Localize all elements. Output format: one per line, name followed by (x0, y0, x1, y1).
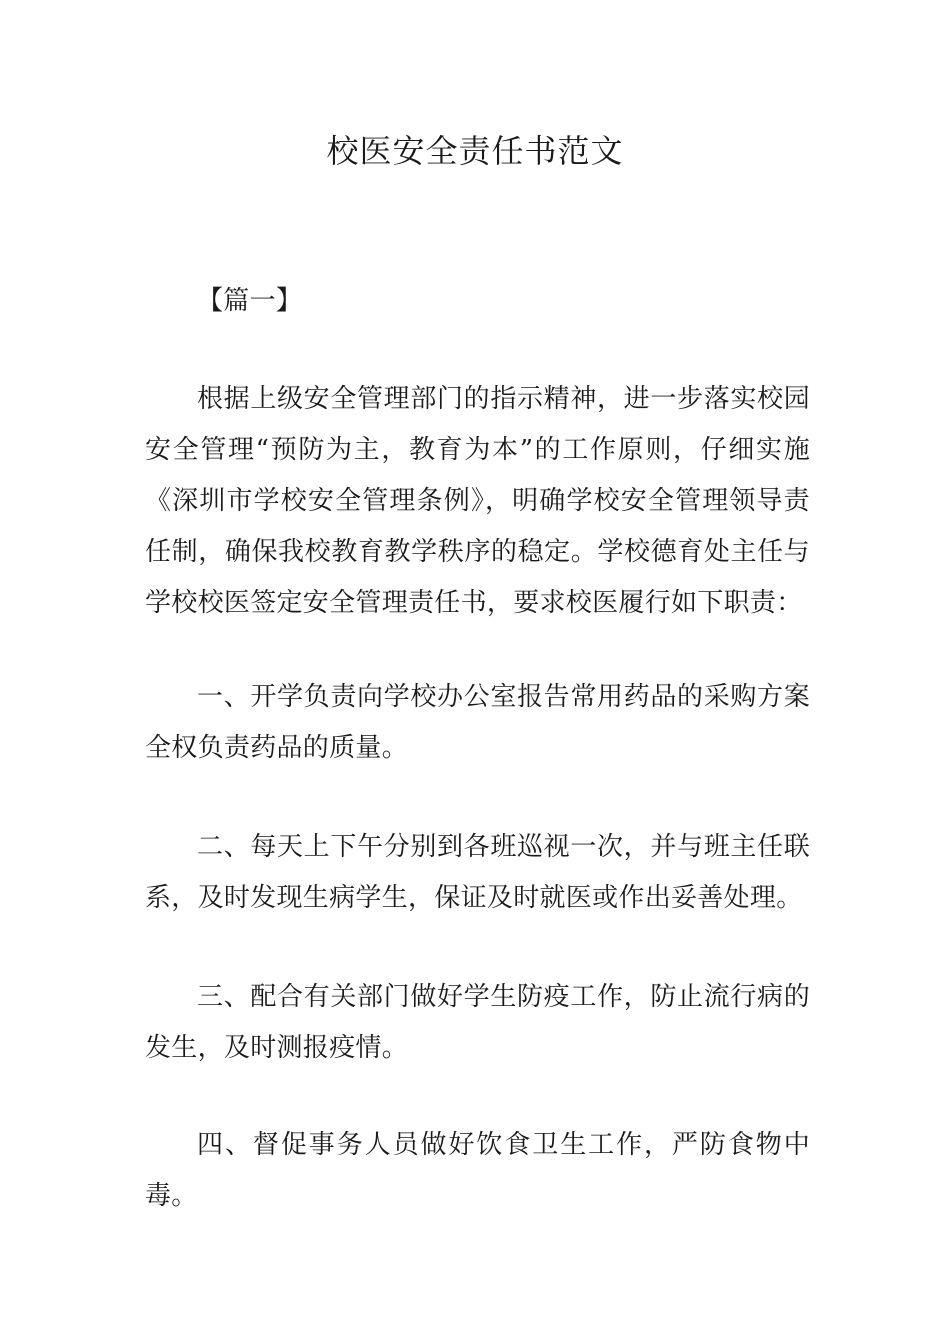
intro-paragraph: 根据上级安全管理部门的指示精神，进一步落实校园安全管理“预防为主，教育为本”的工作原则，仔细实施《深圳市学校安全管理条例》，明确学校安全管理领导责任制，确保我校教育教学秩序的稳定。学校德育处主任与学校校医签定安全管理责任书，要求校医履行如下职责： (145, 384, 810, 618)
duty-item-2: 二、每天上下午分别到各班巡视一次，并与班主任联系，及时发现生病学生，保证及时就医或作出妥善处理。 (145, 832, 810, 913)
duty-item-3: 三、配合有关部门做好学生防疫工作，防止流行病的发生，及时测报疫情。 (145, 982, 810, 1063)
section-label: 【篇一】 (197, 286, 303, 316)
document-title: 校医安全责任书范文 (326, 132, 624, 170)
duty-item-1: 一、开学负责向学校办公室报告常用药品的采购方案全权负责药品的质量。 (145, 682, 810, 763)
duty-item-4: 四、督促事务人员做好饮食卫生工作，严防食物中毒。 (145, 1130, 810, 1211)
